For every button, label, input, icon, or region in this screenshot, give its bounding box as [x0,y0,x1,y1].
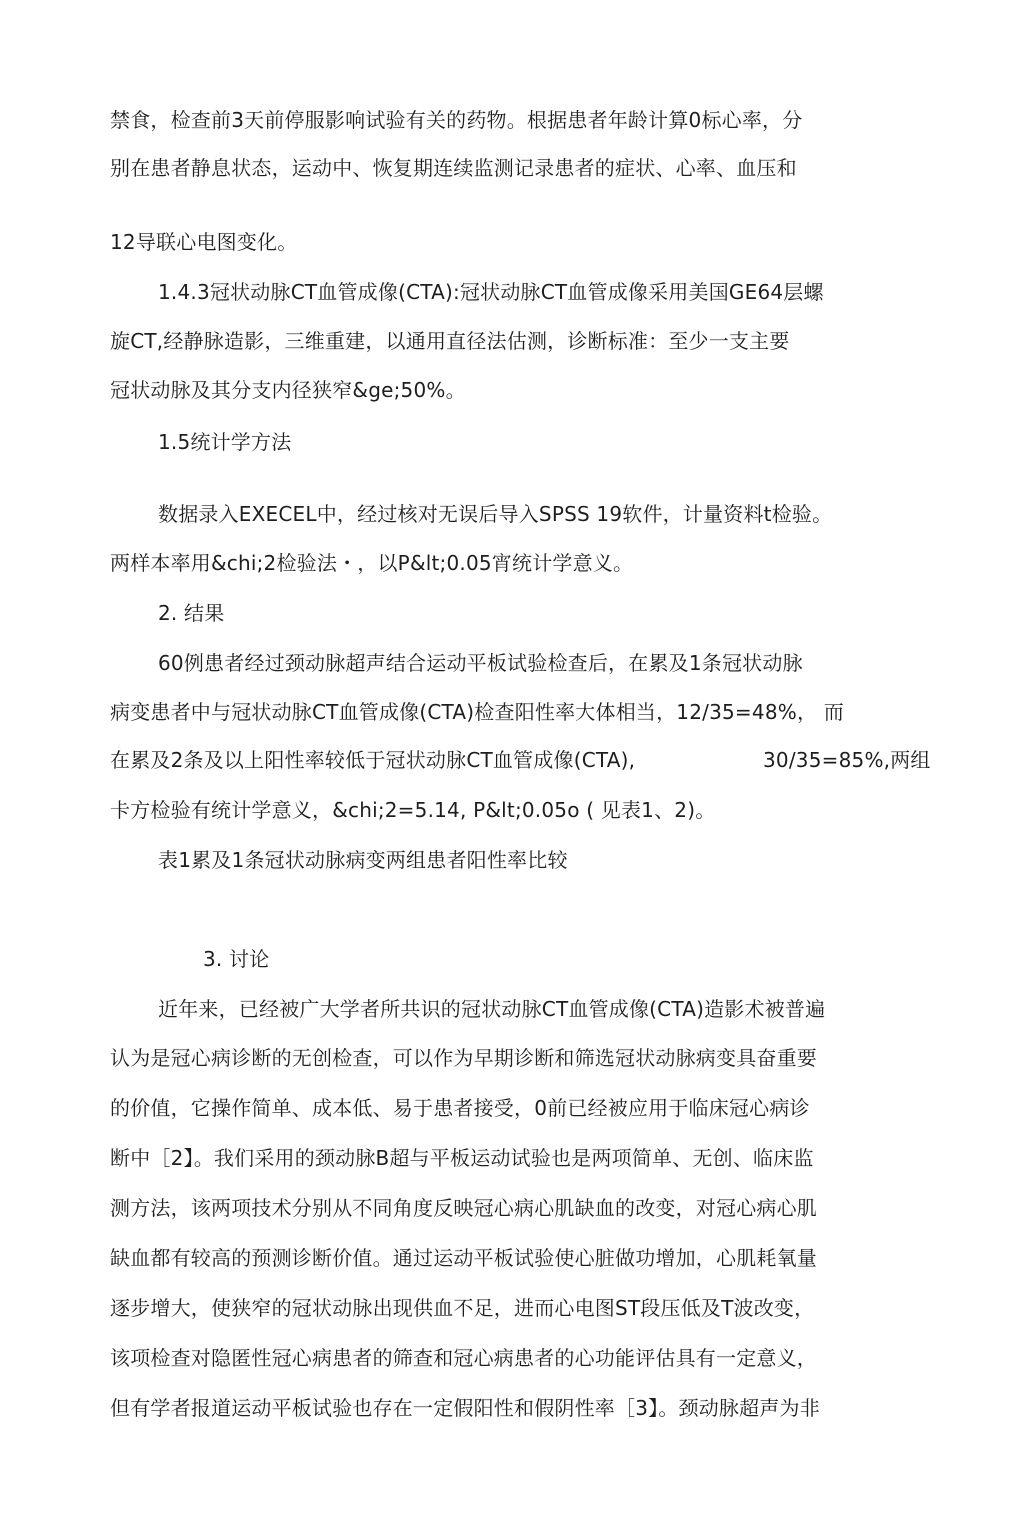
paragraph-line: 认为是冠心病诊断的无创检查，可以作为早期诊断和筛选冠状动脉病变具奋重要 [110,1046,817,1070]
paragraph-line-right: 30/35=85%,两组 [763,748,931,772]
paragraph-line: 近年来，已经被广大学者所共识的冠状动脉CT血管成像(CTA)造影术被普遍 [158,997,826,1021]
section-heading: 2. 结果 [158,601,225,625]
subsection-line: 1.4.3冠状动脉CT血管成像(CTA):冠状动脉CT血管成像采用美国GE64层螺 [158,280,824,304]
paragraph-line: 60例患者经过颈动脉超声结合运动平板试验检查后，在累及1条冠状动脉 [158,651,803,675]
table-caption: 表1累及1条冠状动脉病变两组患者阳性率比较 [158,848,568,872]
paragraph-line: 12导联心电图变化。 [110,230,298,254]
paragraph-line: 断中［2】。我们采用的颈动脉B超与平板运动试验也是两项简单、无创、临床监 [110,1146,814,1170]
paragraph-line: 但有学者报道运动平板试验也存在一定假阳性和假阴性率［3】。颈动脉超声为非 [110,1396,820,1420]
paragraph-line: 的价值，它操作简单、成本低、易于患者接受，0前已经被应用于临床冠心病诊 [110,1096,810,1120]
paragraph-line: 在累及2条及以上阳性率较低于冠状动脉CT血管成像(CTA), [110,748,636,772]
paragraph-line: 缺血都有较高的预测诊断价值。通过运动平板试验使心脏做功增加，心肌耗氧量 [110,1246,817,1270]
paragraph-line: 别在患者静息状态，运动中、恢复期连续监测记录患者的症状、心率、血压和 [110,156,797,180]
paragraph-line: 逐步增大，使狭窄的冠状动脉出现供血不足，进而心电图ST段压低及T波改变， [110,1296,815,1320]
paragraph-line: 冠状动脉及其分支内径狭窄&ge;50%。 [110,378,466,402]
paragraph-line: 病变患者中与冠状动脉CT血管成像(CTA)检查阳性率大体相当，12/35=48%， 而 [110,700,844,724]
paragraph-line: 卡方检验有统计学意义，&chi;2=5.14, P&lt;0.05o ( 见表1、2)。 [110,798,716,822]
section-heading: 3. 讨论 [203,947,270,971]
paragraph-line: 测方法，该两项技术分别从不同角度反映冠心病心肌缺血的改变，对冠心病心肌 [110,1196,817,1220]
paragraph-line: 该项检查对隐匿性冠心病患者的筛查和冠心病患者的心功能评估具有一定意义， [110,1346,817,1370]
paragraph-line: 两样本率用&chi;2检验法・，以P&lt;0.05宵统计学意义。 [110,551,634,575]
paragraph-line: 旋CT,经静脉造影，三维重建，以通用直径法估测，诊断标准：至少一支主要 [110,329,790,353]
paragraph-line: 禁食，检查前3天前停服影响试验有关的药物。根据患者年龄计算0标心率，分 [110,108,803,132]
paragraph-line: 数据录入EXECEL中，经过核对无误后导入SPSS 19软件，计量资料t检验。 [158,502,833,526]
section-heading: 1.5统计学方法 [158,430,292,454]
